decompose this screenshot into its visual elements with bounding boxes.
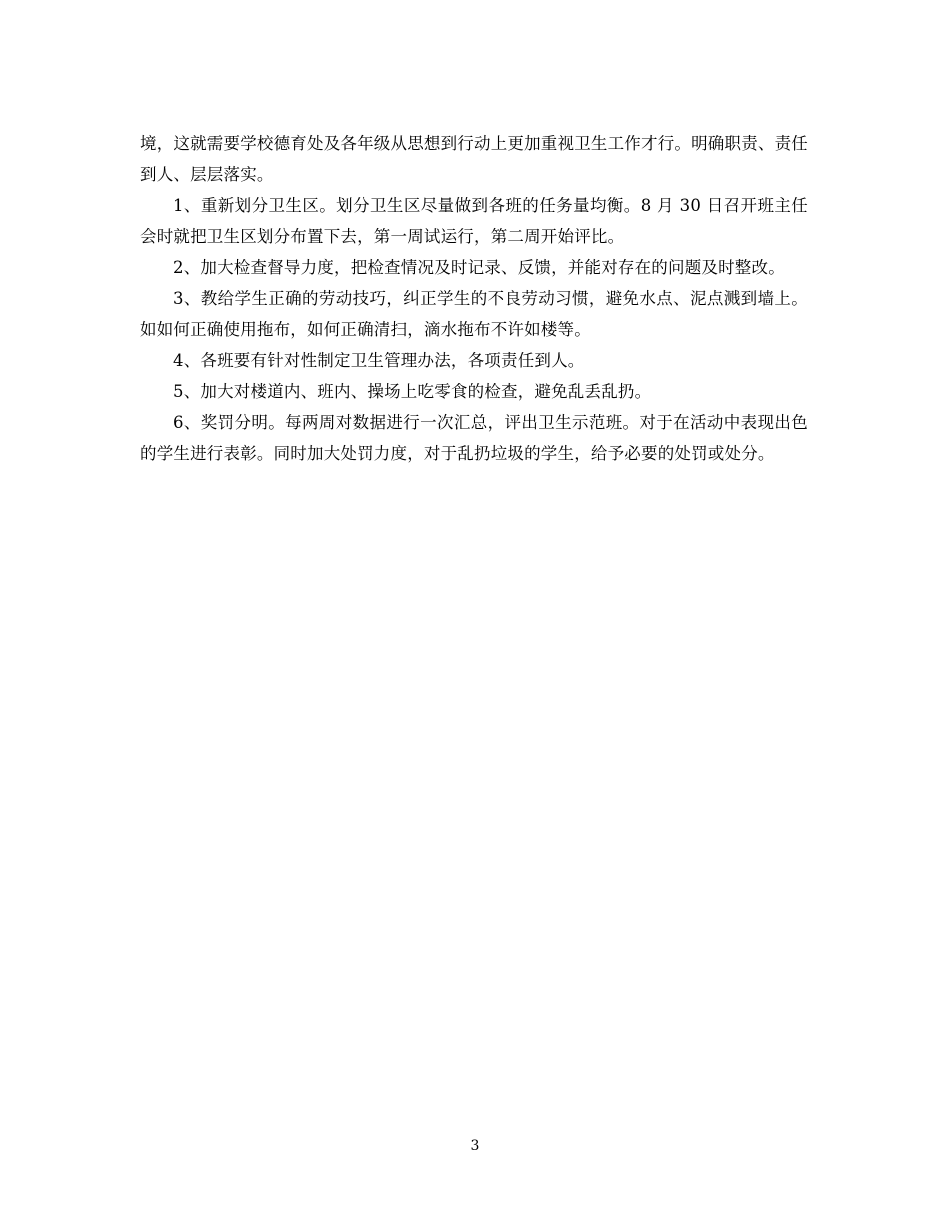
document-body [140, 128, 808, 469]
paragraph-item-5: 5、加大对楼道内、班内、操场上吃零食的检查，避免乱丢乱扔。 [173, 382, 652, 401]
paragraph-item-6: 6、奖罚分明。每两周对数据进行一次汇总，评出卫生示范班。对于在活动中表现出色的学生进行表彰。同时加大处罚力度，对于乱扔垃圾的学生，给予必要的处罚或处分。 [140, 413, 808, 463]
paragraph-item-4: 4、各班要有针对性制定卫生管理办法，各项责任到人。 [173, 351, 585, 370]
paragraph-item-1: 1、重新划分卫生区。划分卫生区尽量做到各班的任务量均衡。8 月 30 日召开班主任会时就把卫生区划分布置下去，第一周试运行，第二周开始评比。 [140, 196, 808, 246]
paragraph-continuation: 境，这就需要学校德育处及各年级从思想到行动上更加重视卫生工作才行。明确职责、责任到人、层层落实。 [140, 134, 808, 184]
page-number: 3 [470, 1138, 480, 1154]
paragraph-item-3: 3、教给学生正确的劳动技巧，纠正学生的不良劳动习惯，避免水点、泥点溅到墙上。如如何正确使用拖布，如何正确清扫，滴水拖布不许如楼等。 [140, 289, 808, 339]
paragraph-item-2: 2、加大检查督导力度，把检查情况及时记录、反馈，并能对存在的问题及时整改。 [173, 258, 785, 277]
